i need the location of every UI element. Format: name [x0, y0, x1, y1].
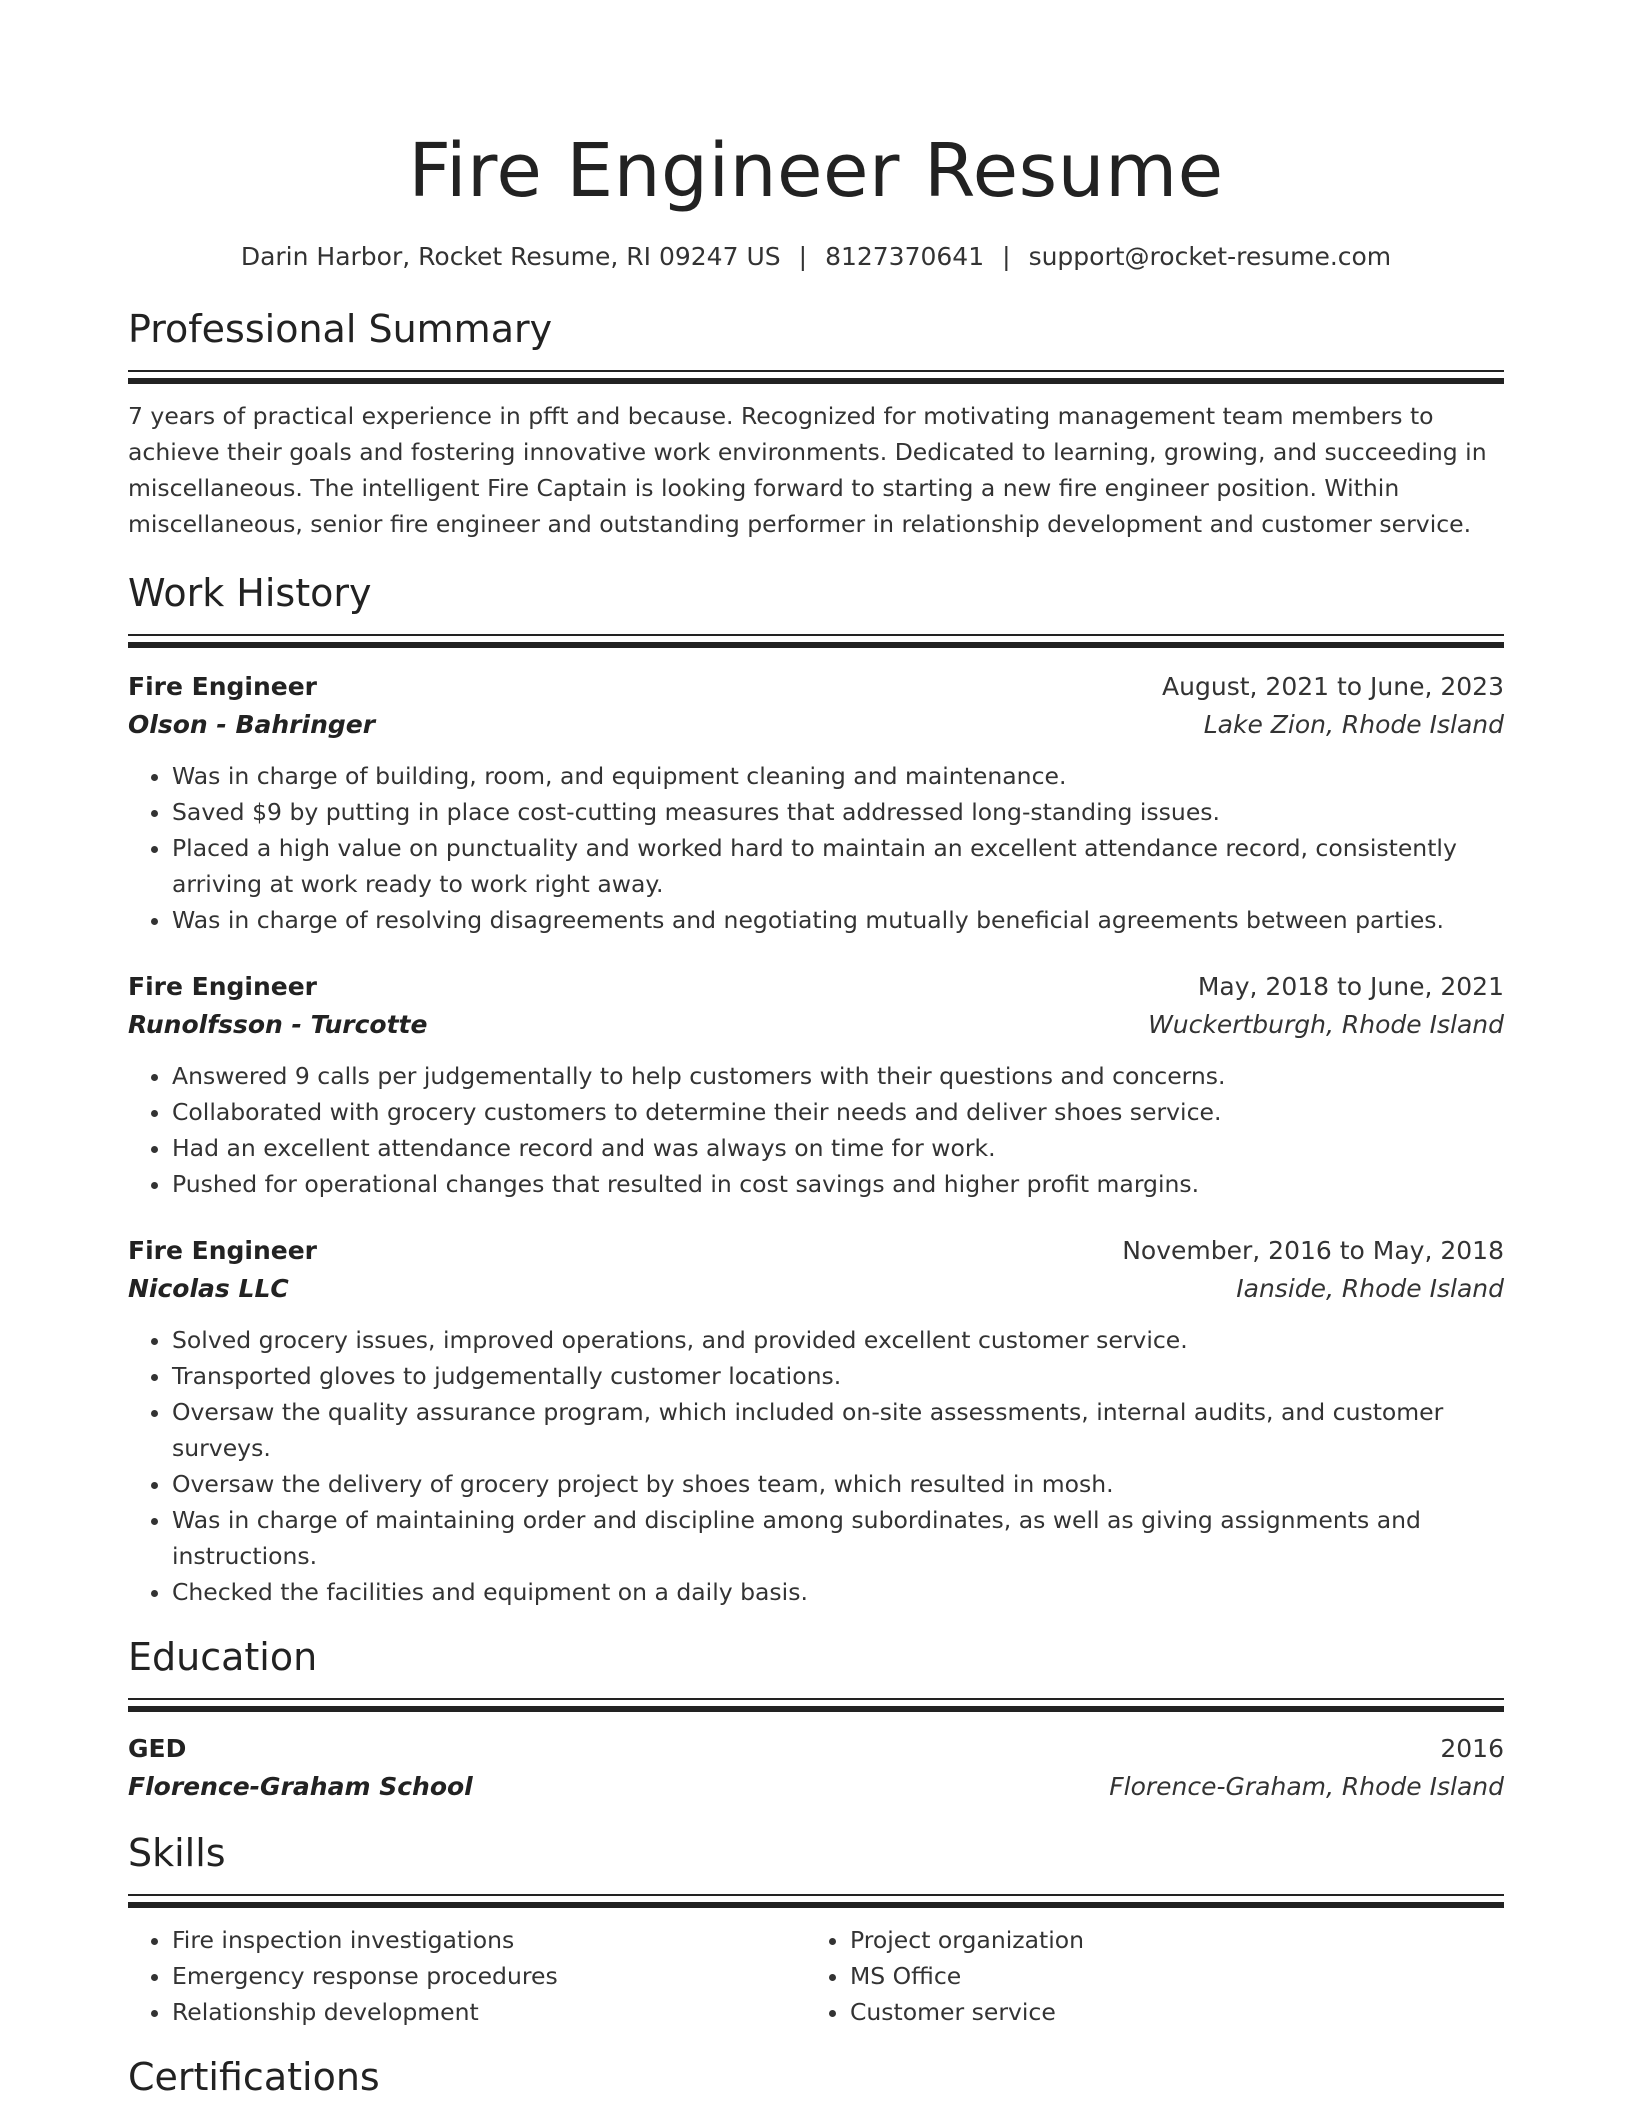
- section-heading-work: Work History: [128, 571, 372, 615]
- job-dates: May, 2018 to June, 2021: [1197, 972, 1504, 1001]
- summary-section: [128, 304, 1504, 542]
- job-company: Nicolas LLC: [128, 1274, 289, 1303]
- education-school: Florence-Graham School: [128, 1772, 473, 1801]
- job-header: [128, 1232, 1504, 1270]
- work-section: [128, 568, 1504, 1610]
- section-heading-skills: Skills: [128, 1831, 226, 1875]
- skill-item: • Relationship development: [172, 1994, 806, 2030]
- contact-phone: 8127370641: [825, 242, 985, 271]
- job-title: Fire Engineer: [128, 1236, 318, 1265]
- skill-item: • Customer service: [850, 1994, 1484, 2030]
- job-bullet: • Oversaw the quality assurance program, which included on-site assessments, internal audits, and customer surveys.: [172, 1394, 1504, 1466]
- job-bullet: • Oversaw the delivery of grocery project by shoes team, which resulted in mosh.: [172, 1466, 1504, 1502]
- job-bullets: [128, 1058, 1504, 1202]
- job-location: Lake Zion, Rhode Island: [1203, 710, 1504, 739]
- job-bullet: • Was in charge of building, room, and equipment cleaning and maintenance.: [172, 758, 1504, 794]
- education-year: 2016: [1440, 1734, 1504, 1763]
- section-divider: [128, 1894, 1504, 1908]
- job-title: Fire Engineer: [128, 972, 318, 1001]
- job-bullet: • Pushed for operational changes that resulted in cost savings and higher profit margins.: [172, 1166, 1504, 1202]
- section-heading-summary: Professional Summary: [128, 307, 553, 351]
- education-degree: GED: [128, 1734, 187, 1763]
- job-bullets: [128, 758, 1504, 938]
- resume-title: Fire Engineer Resume: [408, 128, 1224, 214]
- job-bullet: • Was in charge of resolving disagreements and negotiating mutually beneficial agreements between parties.: [172, 902, 1504, 938]
- job-bullet: • Solved grocery issues, improved operations, and provided excellent customer service.: [172, 1322, 1504, 1358]
- education-location: Florence-Graham, Rhode Island: [1109, 1772, 1504, 1801]
- job-bullet: • Was in charge of maintaining order and discipline among subordinates, as well as giving assignments and instructions.: [172, 1502, 1504, 1574]
- job-dates: November, 2016 to May, 2018: [1122, 1236, 1504, 1265]
- job-dates: August, 2021 to June, 2023: [1162, 672, 1504, 701]
- job-title: Fire Engineer: [128, 672, 318, 701]
- skill-item: • Fire inspection investigations: [172, 1922, 806, 1958]
- education-section: [128, 1632, 1504, 1806]
- job-bullet: • Had an excellent attendance record and was always on time for work.: [172, 1130, 1504, 1166]
- skills-list: [128, 1922, 1504, 2030]
- job-bullet: • Placed a high value on punctuality and worked hard to maintain an excellent attendance record, consistently arriving at work ready to work right away.: [172, 830, 1504, 902]
- job-subheader: [128, 1270, 1504, 1308]
- certifications-section: [128, 2052, 1504, 2102]
- contact-address: Darin Harbor, Rocket Resume, RI 09247 US: [240, 242, 781, 271]
- skill-item: • MS Office: [850, 1958, 1484, 1994]
- section-heading-education: Education: [128, 1635, 318, 1679]
- skills-column-right: [806, 1922, 1484, 2030]
- job-company: Runolfsson - Turcotte: [128, 1010, 428, 1039]
- job-header: [128, 968, 1504, 1006]
- contact-email: support@rocket-resume.com: [1028, 242, 1392, 271]
- job-subheader: [128, 706, 1504, 744]
- job-subheader: [128, 1006, 1504, 1044]
- contact-separator: |: [798, 242, 808, 271]
- contact-line: [128, 240, 1504, 274]
- section-divider: [128, 1698, 1504, 1712]
- education-entry: [128, 1730, 1504, 1806]
- job-company: Olson - Bahringer: [128, 710, 376, 739]
- job-bullet: • Transported gloves to judgementally customer locations.: [172, 1358, 1504, 1394]
- job-bullet: • Answered 9 calls per judgementally to help customers with their questions and concerns.: [172, 1058, 1504, 1094]
- job-bullet: • Saved $9 by putting in place cost-cutting measures that addressed long-standing issues.: [172, 794, 1504, 830]
- job-entry: [128, 1232, 1504, 1610]
- skills-section: [128, 1828, 1504, 2030]
- job-header: [128, 668, 1504, 706]
- skills-column-left: [128, 1922, 806, 2030]
- section-divider: [128, 370, 1504, 384]
- contact-separator: |: [1002, 242, 1011, 271]
- job-bullet: • Collaborated with grocery customers to determine their needs and deliver shoes service.: [172, 1094, 1504, 1130]
- job-entry: [128, 668, 1504, 938]
- job-bullets: [128, 1322, 1504, 1610]
- section-divider: [128, 634, 1504, 648]
- job-entry: [128, 968, 1504, 1202]
- education-subheader: [128, 1768, 1504, 1806]
- education-header: [128, 1730, 1504, 1768]
- job-bullet: • Checked the facilities and equipment on a daily basis.: [172, 1574, 1504, 1610]
- skill-item: • Emergency response procedures: [172, 1958, 806, 1994]
- skill-item: • Project organization: [850, 1922, 1484, 1958]
- job-location: Wuckertburgh, Rhode Island: [1148, 1010, 1504, 1039]
- job-location: Ianside, Rhode Island: [1236, 1274, 1504, 1303]
- summary-text: 7 years of practical experience in pfft and because. Recognized for motivating management team members to achieve their goals and fostering innovative work environments. Dedicated to learning, growing, and succeeding in miscellaneous. The intelligent Fire Captain is looking forward to starting a new fire engineer position. Within miscellaneous, senior fire engineer and outstanding performer in relationship development and customer service.: [128, 402, 1487, 538]
- section-heading-certifications: Certifications: [128, 2055, 380, 2099]
